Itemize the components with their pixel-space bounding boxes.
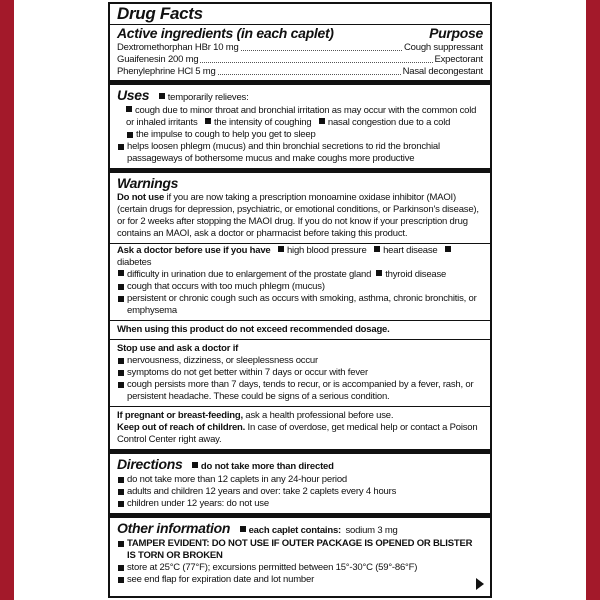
condition-item: heart disease [383,245,438,256]
bullet-icon [118,270,124,276]
bullet-icon [376,270,382,276]
direction-item: do not take more than 12 caplets in any 24-hour period [117,474,483,486]
ingredient-name: Guaifenesin 200 mg [117,54,199,65]
directions-heading: Directions [117,456,183,472]
uses-heading: Uses [117,87,150,103]
drug-facts-panel [108,2,492,598]
ask-doctor-section [110,243,490,320]
stop-use-section [110,339,490,406]
ingredient-purpose: Nasal decongestant [402,66,483,77]
purpose-heading: Purpose [429,25,483,41]
do-not-use-body: if you are now taking a prescription monoamine oxidase inhibitor (MAOI) (certain drugs for depression, psychiatric, or emotional conditions, or Parkinson's disease), or for 2 weeks after stopping the MAOI drug. If you do not know if your prescription drug contains an MAOI, ask a doctor or pharmacist before taking this product. [117,192,479,239]
stop-item: cough persists more than 7 days, tends to recur, or is accompanied by a fever, rash, or persistent headache. These could be signs of a serious condition. [117,379,483,403]
continue-arrow-icon [476,578,484,590]
other-item: store at 25°C (77°F); excursions permitted between 15°-30°C (59°-86°F) [117,562,483,574]
uses-intro: temporarily relieves: [167,92,249,103]
condition-item: cough that occurs with too much phlegm (mucus) [117,281,483,293]
do-not-use-text [117,192,483,240]
when-using-section [110,320,490,339]
ingredient-row [117,54,483,66]
directions-section [110,449,490,513]
right-red-border [586,0,600,600]
bullet-icon [126,106,132,112]
ingredient-row [117,66,483,80]
uses-item: nasal congestion due to a cold [327,117,451,128]
ask-doctor-label: Ask a doctor before use if you have [117,245,271,256]
active-ingredients-section [110,24,490,80]
bullet-icon [319,118,325,124]
sodium-label: each caplet contains: [248,525,341,536]
condition-item: thyroid disease [385,269,447,280]
warnings-heading: Warnings [117,175,179,191]
when-using-text: When using this product do not exceed recommended dosage. [117,324,390,335]
directions-intro: do not take more than directed [200,461,334,472]
sodium-value: sodium 3 mg [345,525,398,536]
condition-item: high blood pressure [286,245,367,256]
other-information-heading: Other information [117,520,231,536]
keep-out-body: In case of overdose, get medical help or contact a Poison Control Center right away. [117,422,478,445]
uses-item: the impulse to cough to help you get to sleep [126,129,483,141]
pregnant-label: If pregnant or breast-feeding, [117,410,243,421]
condition-item: difficulty in urination due to enlargement of the prostate gland [127,269,372,280]
keep-out-label: Keep out of reach of children. [117,422,246,433]
direction-item: children under 12 years: do not use [117,498,483,510]
ingredient-purpose: Cough suppressant [404,42,483,53]
active-ingredients-heading: Active ingredients (in each caplet) [117,25,334,41]
ingredient-purpose: Expectorant [434,54,483,65]
ingredient-row [117,42,483,54]
direction-item: adults and children 12 years and over: take 2 caplets every 4 hours [117,486,483,498]
other-information-section [110,513,490,586]
bullet-icon [192,462,198,468]
bullet-icon [278,246,284,252]
drug-facts-title: Drug Facts [117,4,203,23]
stop-use-label: Stop use and ask a doctor if [117,343,239,354]
bullet-icon [445,246,451,252]
bullet-icon [159,93,165,99]
title-section [110,4,490,24]
bullet-icon [205,118,211,124]
left-red-border [0,0,14,600]
stop-item: symptoms do not get better within 7 days or occur with fever [117,367,483,379]
stop-item: nervousness, dizziness, or sleeplessness occur [117,355,483,367]
uses-item: helps loosen phlegm (mucus) and thin bronchial secretions to rid the bronchial passageways of bothersome mucus and make coughs more productive [117,141,483,165]
warnings-section [110,168,490,243]
pregnant-body: ask a health professional before use. [245,410,394,421]
uses-bullets [126,105,483,129]
uses-item: cough due to minor throat and bronchial irritation as may occur with the common cold or inhaled irritants [126,105,477,128]
bullet-icon [240,526,246,532]
uses-section [110,80,490,168]
uses-item: the intensity of coughing [213,117,312,128]
other-item: TAMPER EVIDENT: DO NOT USE IF OUTER PACKAGE IS OPENED OR BLISTER IS TORN OR BROKEN [117,538,483,562]
bullet-icon [374,246,380,252]
ingredient-name: Dextromethorphan HBr 10 mg [117,42,239,53]
pregnancy-section [110,406,490,449]
other-item: see end flap for expiration date and lot number [117,574,483,586]
do-not-use-label: Do not use [117,192,165,203]
ingredient-name: Phenylephrine HCl 5 mg [117,66,216,77]
condition-item: diabetes [117,257,152,268]
condition-item: persistent or chronic cough such as occurs with smoking, asthma, chronic bronchitis, or emphysema [117,293,483,317]
